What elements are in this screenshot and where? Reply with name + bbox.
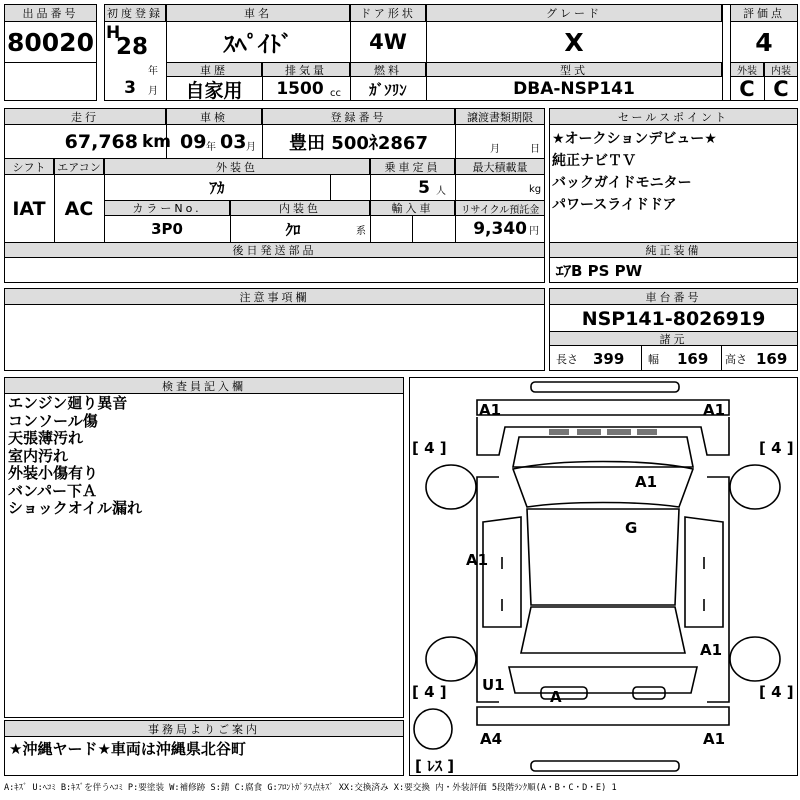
transfer-month-unit: 月 <box>490 143 500 155</box>
exterior-grade: C <box>739 77 755 101</box>
damage-mark: A4 <box>480 730 503 748</box>
damage-mark: A1 <box>703 730 726 748</box>
width-label: 幅 <box>648 353 659 366</box>
inspector-line: 天張薄汚れ <box>8 429 84 447</box>
door-type: 4W <box>369 30 407 54</box>
mileage-unit: km <box>142 132 172 152</box>
legend: A:ｷｽﾞ U:ﾍｺﾐ B:ｷｽﾞを伴うﾍｺﾐ P:要塗装 W:補修跡 S:錆 C:腐食 G:ﾌﾛﾝﾄｶﾞﾗｽ点ｷｽﾞ XX:交換済み X:要交換 内・外装評価 5段階ﾗﾝｸ順(A・B・C・D・E) 1 <box>4 783 617 793</box>
mileage-label: 走行 <box>4 108 166 125</box>
spare-tire-label: [ ﾚｽ ] <box>415 757 455 775</box>
fuel-label: 燃料 <box>350 62 426 77</box>
inspector-line: ショックオイル漏れ <box>8 499 142 517</box>
first-reg-year: 28 <box>115 34 148 60</box>
displacement: 1500 <box>276 79 324 99</box>
max-load-unit: kg <box>529 183 542 195</box>
damage-mark: U1 <box>482 676 505 694</box>
chassis-label: 車台番号 <box>549 288 798 305</box>
score: 4 <box>755 27 773 57</box>
displacement-unit: cc <box>330 87 341 99</box>
office-message: ★沖縄ヤード★車両は沖縄県北谷町 <box>9 739 246 758</box>
history-label: 車歴 <box>166 62 262 77</box>
displacement-label: 排気量 <box>262 62 350 77</box>
model-code: DBA-NSP141 <box>513 79 635 99</box>
month-unit: 月 <box>148 85 158 97</box>
interior-label: 内装 <box>764 62 798 77</box>
capacity-unit: 人 <box>436 185 446 197</box>
max-load-label: 最大積載量 <box>455 158 545 175</box>
mileage: 67,768 <box>64 131 138 153</box>
capacity-label: 乗車定員 <box>370 158 455 175</box>
damage-mark: A1 <box>635 473 658 491</box>
model-label: 型式 <box>426 62 722 77</box>
car-history: 自家用 <box>185 79 243 102</box>
damage-mark: A1 <box>700 641 723 659</box>
aircon: AC <box>64 197 94 220</box>
inspection-year-unit: 年 <box>206 141 216 153</box>
year-unit: 年 <box>148 65 158 77</box>
sales-point-item: ★オークションデビュー★ <box>552 131 717 147</box>
exterior-color: ｱｶ <box>209 179 225 197</box>
color-number: 3P0 <box>151 220 183 238</box>
lot-number: 80020 <box>7 27 94 57</box>
notes-label: 注意事項欄 <box>4 288 545 305</box>
lot-number-label: 出品番号 <box>4 4 97 22</box>
int-color-unit: 系 <box>356 225 366 237</box>
color-no-label: カラーNo. <box>104 200 230 216</box>
transfer-day-unit: 日 <box>530 143 540 155</box>
recycle-label: リサイクル預託金 <box>455 200 545 216</box>
car-name: ｽﾍﾟｲﾄﾞ <box>223 31 293 58</box>
fuel-type: ｶﾞｿﾘﾝ <box>369 80 407 99</box>
length-label: 長さ <box>556 353 578 366</box>
car-diagram <box>409 377 798 776</box>
damage-mark: A1 <box>466 551 489 569</box>
inspection-year: 09 <box>180 131 207 153</box>
damage-mark: A1 <box>703 401 726 419</box>
sales-point-item: パワースライドドア <box>552 197 677 213</box>
exterior-label: 外装 <box>730 62 764 77</box>
genuine-label: 純正装備 <box>549 242 798 258</box>
inspector-line: 外装小傷有り <box>8 464 99 482</box>
car-name-label: 車名 <box>166 4 350 22</box>
inspector-line: エンジン廻り異音 <box>8 394 128 412</box>
grade: X <box>564 27 584 57</box>
later-parts-label: 後日発送部品 <box>4 242 545 258</box>
era: H <box>106 23 121 43</box>
plate-number: 豊田 500ﾈ2867 <box>289 133 428 154</box>
recycle-unit: 円 <box>529 225 539 237</box>
interior-grade: C <box>773 77 789 101</box>
office-label: 事務局よりご案内 <box>4 720 404 737</box>
damage-mark: G <box>625 519 638 537</box>
shift: IAT <box>12 197 46 220</box>
first-reg-month: 3 <box>124 78 136 98</box>
tire-tread-depth: [ 4 ] <box>759 439 794 457</box>
genuine-equipment: ｴｱB PS PW <box>556 261 643 280</box>
inspector-line: バンパー下Ａ <box>8 481 97 500</box>
damage-mark: A1 <box>479 401 502 419</box>
inspector-label: 検査員記入欄 <box>4 377 404 394</box>
inspection-month: 03 <box>220 131 247 153</box>
capacity: 5 <box>418 177 430 198</box>
recycle-fee: 9,340 <box>473 219 527 239</box>
shift-label: シフト <box>4 158 54 175</box>
door-label: ドア形状 <box>350 4 426 22</box>
inspection-month-unit: 月 <box>246 141 256 153</box>
inspector-line: 室内汚れ <box>8 446 69 465</box>
import-label: 輸入車 <box>370 200 455 216</box>
color-label: 外装色 <box>104 158 370 175</box>
sales-point-item: バックガイドモニター <box>552 175 692 191</box>
aircon-label: エアコン <box>54 158 104 175</box>
width-value: 169 <box>677 349 709 368</box>
tire-tread-depth: [ 4 ] <box>412 683 447 701</box>
length-value: 399 <box>593 349 625 368</box>
transfer-label: 譲渡書類期限 <box>455 108 545 125</box>
sales-point-item: 純正ナビＴＶ <box>552 153 636 169</box>
grade-label: グレード <box>426 4 722 22</box>
plate-label: 登録番号 <box>262 108 455 125</box>
inspector-line: コンソール傷 <box>8 411 98 430</box>
inspector-notes <box>8 395 142 518</box>
score-label: 評価点 <box>730 4 798 22</box>
tire-tread-depth: [ 4 ] <box>412 439 447 457</box>
spec-label: 諸元 <box>549 331 798 346</box>
tire-tread-depth: [ 4 ] <box>759 683 794 701</box>
inspection-label: 車検 <box>166 108 262 125</box>
first-reg-label: 初度登録 <box>104 4 166 22</box>
int-color-label: 内装色 <box>230 200 370 216</box>
sales-points-label: セールスポイント <box>549 108 798 125</box>
chassis-number: NSP141-8026919 <box>581 307 766 330</box>
damage-mark: A <box>550 688 562 706</box>
height-value: 169 <box>756 349 788 368</box>
height-label: 高さ <box>725 353 747 366</box>
interior-color: ｸﾛ <box>285 220 301 239</box>
